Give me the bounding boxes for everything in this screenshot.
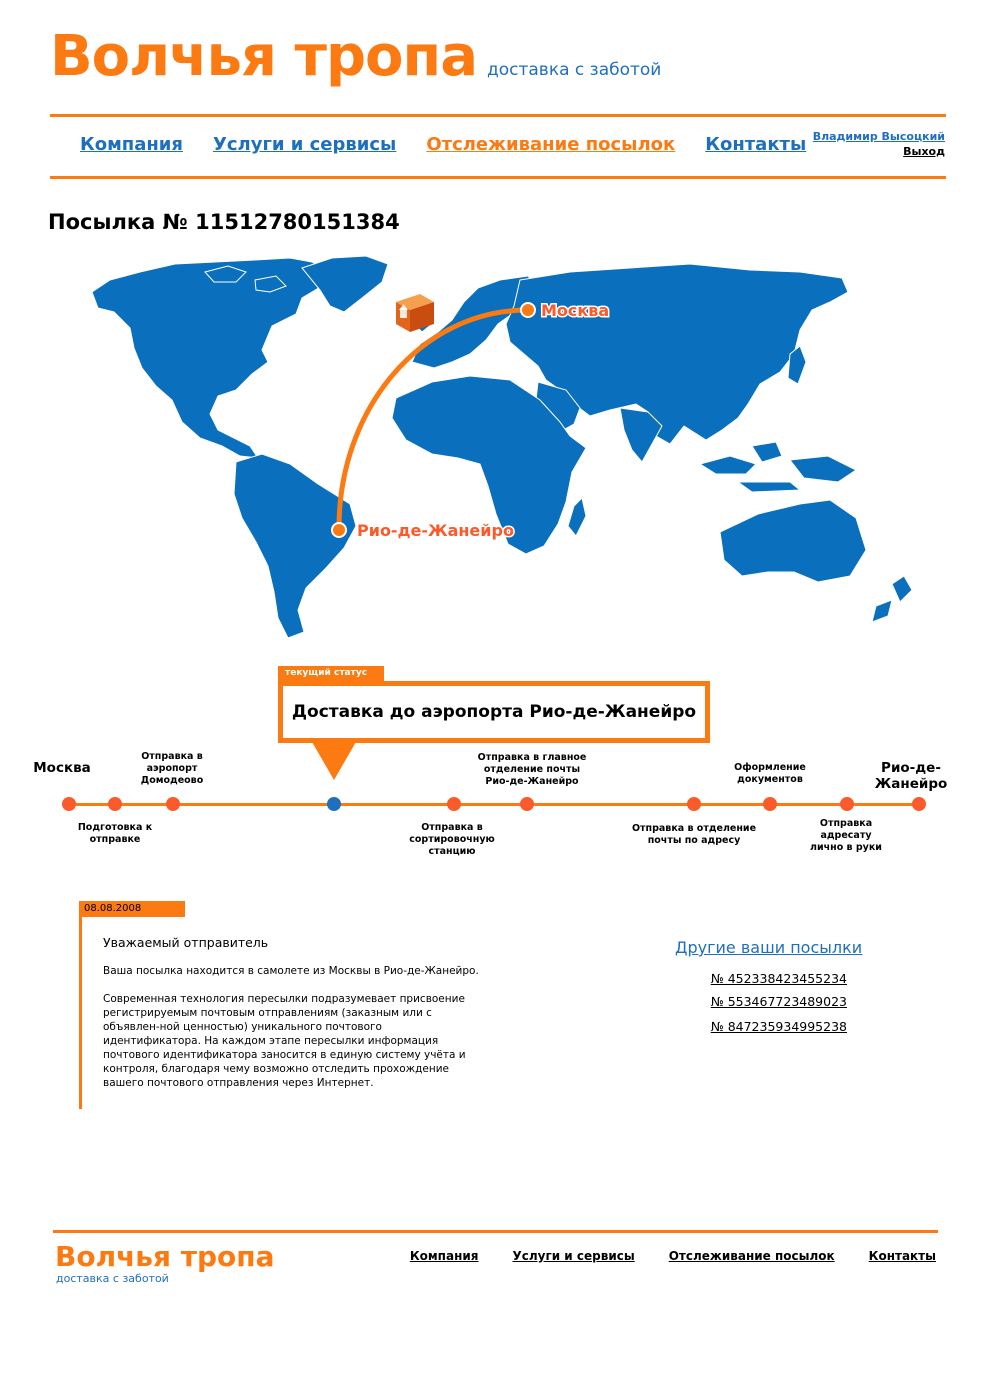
- main-nav: [80, 134, 836, 155]
- footer-nav-services[interactable]: Услуги и сервисы: [512, 1249, 635, 1263]
- status-tab: текущий статус: [278, 666, 384, 682]
- timeline-dot-6[interactable]: [763, 797, 777, 811]
- destination-label: Рио-де-Жанейро: [357, 521, 514, 540]
- current-status-box: Доставка до аэропорта Рио-де-Жанейро: [278, 681, 710, 743]
- timeline-dot-end[interactable]: [912, 797, 926, 811]
- nav-item-company[interactable]: Компания: [80, 134, 183, 155]
- nav-bottom-divider: [50, 176, 946, 179]
- message-greeting: Уважаемый отправитель: [103, 935, 269, 950]
- timeline-line: [68, 803, 919, 806]
- timeline-step-label: Отправка адресату лично в руки: [810, 818, 882, 853]
- tracking-timeline: [0, 740, 1000, 870]
- other-parcel-link[interactable]: № 847235934995238: [710, 1019, 847, 1034]
- timeline-dot-start[interactable]: [62, 797, 76, 811]
- parcel-title: Посылка № 11512780151384: [48, 210, 400, 234]
- nav-top-divider: [50, 114, 946, 117]
- timeline-dot-current[interactable]: [327, 797, 341, 811]
- nav-item-services[interactable]: Услуги и сервисы: [212, 134, 397, 155]
- footer-divider: [53, 1230, 938, 1233]
- footer-brand-tagline: доставка с заботой: [56, 1272, 169, 1285]
- other-parcel-link[interactable]: № 553467723489023: [710, 994, 847, 1009]
- origin-label: Москва: [541, 301, 610, 320]
- other-parcel-link[interactable]: № 452338423455234: [710, 971, 847, 986]
- timeline-step-label: Отправка в отделение почты по адресу: [631, 823, 757, 846]
- timeline-step-label: Отправка в сортировочную станцию: [409, 822, 495, 857]
- timeline-start-label: Москва: [33, 760, 91, 776]
- timeline-dot-5[interactable]: [687, 797, 701, 811]
- timeline-dot-1[interactable]: [108, 797, 122, 811]
- user-panel: [813, 129, 945, 159]
- timeline-end-label: Рио-де-Жанейро: [874, 760, 948, 792]
- footer-nav-contacts[interactable]: Контакты: [868, 1249, 936, 1263]
- origin-marker[interactable]: [521, 303, 535, 317]
- brand-tagline: доставка с заботой: [486, 60, 662, 80]
- footer-nav-company[interactable]: Компания: [409, 1249, 479, 1263]
- message-date: 08.08.2008: [79, 901, 185, 917]
- nav-item-contacts[interactable]: Контакты: [705, 134, 807, 155]
- other-parcels-link[interactable]: Другие ваши посылки: [675, 938, 863, 957]
- timeline-dot-4[interactable]: [520, 797, 534, 811]
- footer-nav: [376, 1249, 936, 1263]
- timeline-step-label: Оформление документов: [734, 762, 806, 785]
- message-paragraph-2: Современная технология пересылки подразумевает присвоение регистрируемым почтовым отправлениям (заказным или с объявлен-ной ценностью) уникального почтового идентификатора. На каждом этапе пересылки информация почтового идентификатора заносится в единую систему учёта и контроля, благодаря чему возможно отследить прохождение вашего почтового отправления через Интернет.: [103, 993, 466, 1089]
- timeline-step-label: Отправка в главное отделение почты Рио-де-Жанейро: [477, 752, 587, 787]
- timeline-dot-2[interactable]: [166, 797, 180, 811]
- destination-marker[interactable]: [332, 523, 346, 537]
- message-accent-bar: [79, 901, 82, 1109]
- message-paragraph-1: Ваша посылка находится в самолете из Москвы в Рио-де-Жанейро.: [103, 965, 479, 977]
- footer-brand-name[interactable]: Волчья тропа: [55, 1240, 275, 1273]
- brand-name: Волчья тропа: [50, 24, 477, 89]
- timeline-step-label: Отправка в аэропорт Домодеово: [140, 751, 204, 786]
- timeline-dot-3[interactable]: [447, 797, 461, 811]
- timeline-dot-7[interactable]: [840, 797, 854, 811]
- brand-logo[interactable]: [50, 24, 661, 89]
- user-name-link[interactable]: Владимир Высоцкий: [812, 130, 945, 143]
- logout-link[interactable]: Выход: [903, 145, 945, 158]
- footer-nav-tracking[interactable]: Отслеживание посылок: [668, 1249, 835, 1263]
- world-map: [0, 250, 1000, 650]
- nav-item-tracking[interactable]: Отслеживание посылок: [426, 134, 676, 155]
- timeline-step-label: Подготовка к отправке: [77, 822, 153, 845]
